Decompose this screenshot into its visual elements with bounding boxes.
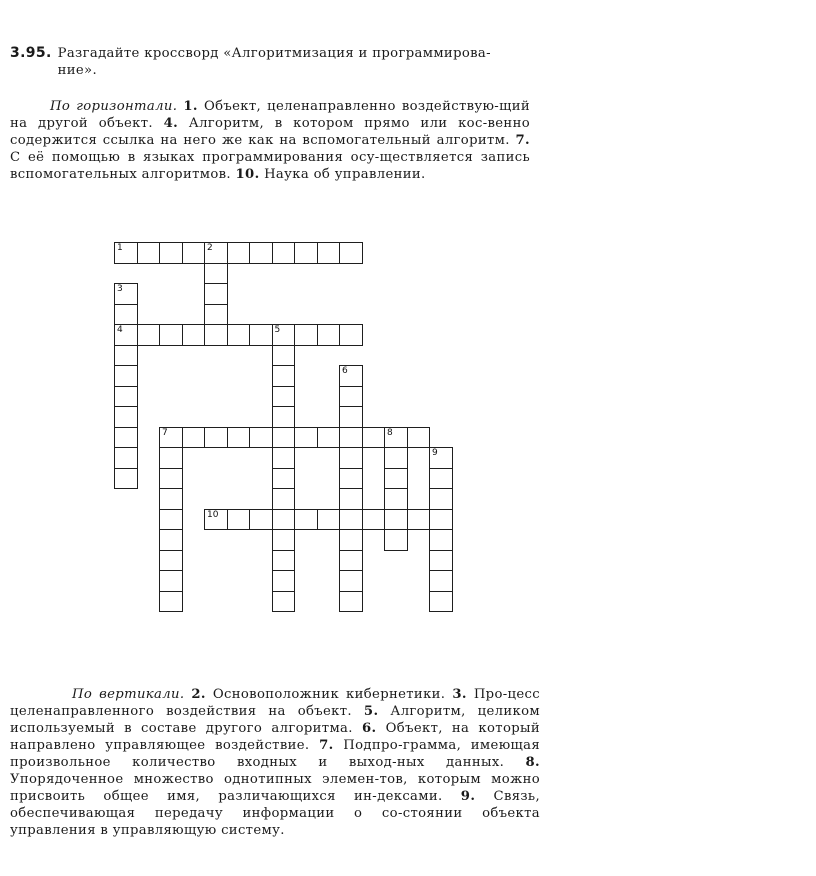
crossword-cell[interactable] — [204, 263, 228, 285]
crossword-cell[interactable] — [294, 324, 318, 346]
task-title-line2: ние». — [57, 63, 98, 78]
v-clue-num: 8. — [525, 755, 540, 770]
crossword-cell[interactable] — [429, 488, 453, 510]
crossword-cell[interactable] — [114, 365, 138, 387]
crossword-cell[interactable] — [384, 529, 408, 551]
v-clue-text: Основоположник кибернетики. — [212, 687, 446, 702]
v-clue-num: 6. — [361, 721, 377, 736]
crossword-cell[interactable] — [114, 406, 138, 428]
crossword-cell[interactable] — [272, 365, 296, 387]
crossword-cell[interactable] — [204, 283, 228, 305]
crossword-cell-number: 7 — [162, 427, 168, 438]
crossword-cell[interactable] — [429, 570, 453, 592]
crossword-cell-number: 9 — [432, 448, 438, 458]
crossword-cell[interactable] — [362, 427, 386, 449]
task-header — [10, 45, 530, 79]
crossword-cell[interactable] — [204, 324, 228, 346]
crossword-cell[interactable] — [272, 570, 296, 592]
crossword-cell[interactable] — [339, 529, 363, 551]
crossword-cell[interactable] — [272, 550, 296, 572]
crossword-cell[interactable] — [159, 447, 183, 469]
crossword-cell[interactable] — [159, 509, 183, 531]
crossword-cell[interactable] — [339, 365, 363, 387]
crossword-cell[interactable] — [159, 570, 183, 592]
crossword-cell[interactable] — [114, 304, 138, 326]
crossword-cell[interactable] — [384, 427, 408, 449]
crossword-cell[interactable] — [272, 386, 296, 408]
crossword-cell[interactable] — [159, 427, 183, 449]
crossword-cell[interactable] — [114, 468, 138, 490]
crossword-cell[interactable] — [317, 242, 341, 264]
crossword-cell[interactable] — [114, 283, 138, 305]
crossword-cell[interactable] — [182, 242, 206, 264]
crossword-cell[interactable] — [317, 324, 341, 346]
v-clue-num: 9. — [460, 789, 476, 804]
crossword-cell[interactable] — [429, 550, 453, 572]
v-clue-num: 5. — [363, 704, 379, 719]
crossword-cell[interactable] — [159, 488, 183, 510]
crossword-cell[interactable] — [407, 427, 431, 449]
crossword-cell-number: 6 — [342, 366, 348, 376]
crossword-cell[interactable] — [272, 468, 296, 490]
task-title — [58, 45, 530, 79]
crossword-cell-number: 2 — [207, 243, 213, 253]
crossword-cell[interactable] — [227, 427, 251, 449]
crossword-cell[interactable] — [339, 242, 363, 264]
h-clue-text: Наука об управлении. — [264, 167, 426, 182]
h-clue-text: Объект, целенаправленно воздействую-щий на другой объект. — [10, 99, 531, 131]
crossword-cell-number: 10 — [207, 509, 219, 520]
crossword-cell[interactable] — [339, 447, 363, 469]
crossword-cell[interactable] — [204, 242, 228, 264]
v-clue-num: 2. — [191, 687, 206, 702]
v-clue-text: Подпро-грамма, имеющая произвольное количество входных и выход-ных данных. — [10, 738, 541, 770]
crossword-cell[interactable] — [159, 550, 183, 572]
crossword-cell[interactable] — [272, 447, 296, 469]
crossword-cell[interactable] — [249, 242, 273, 264]
v-clue-text: Упорядоченное множество однотипных элемен-тов, которым можно присвоить общее имя, различающихся ин-дексами. — [10, 772, 540, 804]
crossword-cell[interactable] — [384, 447, 408, 469]
v-clue-text: Объект, на который направлено управляющее воздействие. — [10, 721, 541, 753]
crossword-cell[interactable] — [339, 550, 363, 572]
v-clue-num: 7. — [319, 738, 334, 753]
crossword-cell[interactable] — [159, 324, 183, 346]
crossword-cell[interactable] — [339, 591, 363, 613]
crossword-cell[interactable] — [384, 509, 408, 531]
crossword-cell[interactable] — [249, 324, 273, 346]
crossword-cell[interactable] — [114, 386, 138, 408]
crossword-cell[interactable] — [227, 509, 251, 531]
crossword-cell[interactable] — [429, 447, 453, 469]
crossword-cell[interactable] — [114, 345, 138, 367]
crossword-cell-number: 8 — [387, 427, 393, 438]
v-clue-text: Алгоритм, целиком используемый в составе другого алгоритма. — [10, 704, 540, 736]
vertical-clues — [10, 686, 540, 839]
crossword-cell[interactable] — [339, 488, 363, 510]
crossword-cell[interactable] — [294, 242, 318, 264]
crossword-cell[interactable] — [317, 427, 341, 449]
crossword-cell[interactable] — [227, 324, 251, 346]
h-clue-num: 7. — [515, 133, 530, 148]
crossword-cell[interactable] — [339, 509, 363, 531]
crossword-cell[interactable] — [159, 242, 183, 264]
crossword-cell[interactable] — [339, 570, 363, 592]
crossword-cell[interactable] — [227, 242, 251, 264]
crossword-cell[interactable] — [429, 529, 453, 551]
crossword-cell[interactable] — [272, 591, 296, 613]
crossword-cell-number: 4 — [117, 325, 123, 335]
crossword-cell[interactable] — [317, 509, 341, 531]
crossword-cell[interactable] — [159, 529, 183, 551]
crossword-cell[interactable] — [339, 468, 363, 490]
crossword-cell-number: 3 — [117, 284, 123, 294]
v-clue-num: 3. — [452, 687, 467, 702]
crossword-cell[interactable] — [114, 324, 138, 346]
v-clue-text: Про-цесс целенаправленного воздействия на объект. — [10, 687, 541, 719]
crossword-cell[interactable] — [204, 427, 228, 449]
crossword-cell[interactable] — [429, 468, 453, 490]
crossword-cell-number: 1 — [117, 243, 123, 253]
horizontal-clues — [10, 98, 530, 183]
h-clue-num: 10. — [235, 167, 260, 182]
crossword-cell[interactable] — [407, 509, 431, 531]
crossword-cell[interactable] — [137, 242, 161, 264]
h-clue-text: С её помощью в языках программирования осу-ществляется запись вспомогательных алгоритмов. — [10, 150, 530, 182]
v-clue-text: Связь, обеспечивающая передачу информации о со-стоянии объекта управления в управляющую систему. — [10, 789, 540, 838]
crossword-cell[interactable] — [384, 468, 408, 490]
crossword-cell[interactable] — [114, 242, 138, 264]
h-clue-text: Алгоритм, в котором прямо или кос-венно содержится ссылка на него же как на вспомогательный алгоритм. — [10, 116, 531, 148]
task-number: 3.95. — [10, 45, 52, 61]
crossword-cell[interactable] — [204, 509, 228, 531]
crossword-cell[interactable] — [339, 386, 363, 408]
crossword-cell[interactable] — [272, 529, 296, 551]
h-clue-num: 1. — [183, 99, 198, 114]
crossword-cell[interactable] — [384, 488, 408, 510]
crossword-cell[interactable] — [294, 427, 318, 449]
crossword-cell[interactable] — [182, 427, 206, 449]
crossword-cell[interactable] — [249, 427, 273, 449]
crossword-cell[interactable] — [114, 447, 138, 469]
crossword-cell-number: 5 — [274, 325, 281, 335]
crossword-cell[interactable] — [182, 324, 206, 346]
h-clue-num: 4. — [163, 116, 179, 131]
vertical-heading: По вертикали. — [72, 687, 185, 702]
crossword-cell[interactable] — [249, 509, 273, 531]
crossword-cell[interactable] — [159, 468, 183, 490]
crossword-cell[interactable] — [272, 488, 296, 510]
crossword-cell[interactable] — [339, 406, 363, 428]
crossword-cell[interactable] — [272, 509, 296, 531]
crossword-cell[interactable] — [204, 304, 228, 326]
crossword-cell[interactable] — [429, 591, 453, 613]
crossword-cell[interactable] — [339, 324, 363, 346]
horizontal-heading: По горизонтали. — [50, 99, 178, 114]
crossword-cell[interactable] — [272, 242, 296, 264]
crossword-cell[interactable] — [429, 509, 453, 531]
crossword-cell[interactable] — [272, 427, 296, 449]
crossword-cell[interactable] — [272, 406, 296, 428]
crossword-cell[interactable] — [339, 427, 363, 449]
crossword-cell[interactable] — [159, 591, 183, 613]
crossword-cell[interactable] — [272, 345, 296, 367]
crossword-cell[interactable] — [137, 324, 161, 346]
crossword-cell[interactable] — [294, 509, 318, 531]
crossword-cell[interactable] — [272, 324, 296, 346]
crossword-cell[interactable] — [114, 427, 138, 449]
task-title-line1: Разгадайте кроссворд «Алгоритмизация и программирова- — [57, 46, 491, 61]
crossword-cell[interactable] — [362, 509, 386, 531]
